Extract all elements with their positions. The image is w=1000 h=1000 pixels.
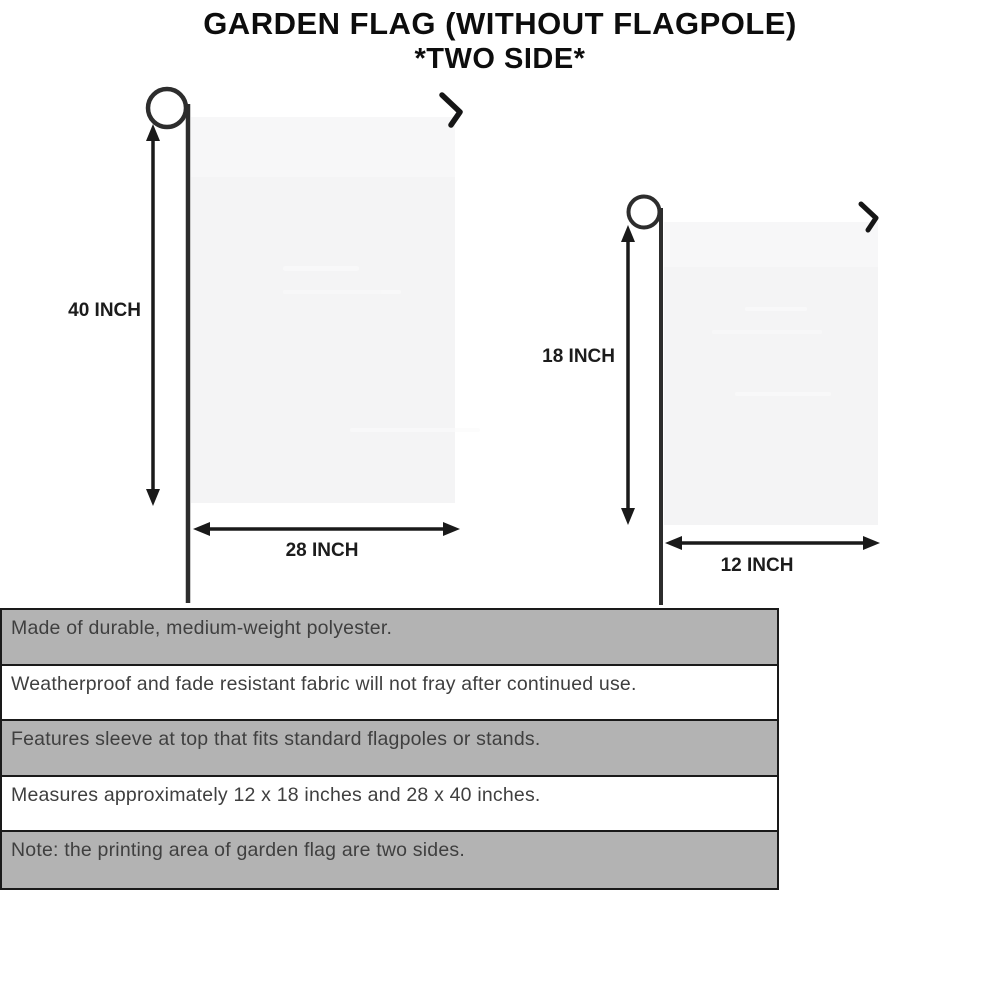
small-flagpole-loop-icon <box>629 197 660 228</box>
small-flag-canvas <box>664 222 878 525</box>
spec-row-text: Made of durable, medium-weight polyester. <box>11 617 393 639</box>
small-width-label: 12 INCH <box>720 555 794 576</box>
large-height-arrow <box>146 124 160 506</box>
spec-row-text: Features sleeve at top that fits standard flagpoles or stands. <box>11 728 541 750</box>
small-height-label: 18 INCH <box>542 346 615 367</box>
spec-row <box>2 832 777 888</box>
spec-table <box>0 608 779 890</box>
small-height-arrow <box>621 225 635 525</box>
spec-row-text: Weatherproof and fade resistant fabric will not fray after continued use. <box>11 672 637 695</box>
large-height-label: 40 INCH <box>68 300 141 321</box>
large-flagpole-loop-icon <box>148 89 186 127</box>
large-width-label: 28 INCH <box>285 540 359 561</box>
spec-row <box>2 666 777 722</box>
large-flag-group <box>68 89 480 603</box>
spec-row <box>2 610 777 666</box>
spec-row <box>2 721 777 777</box>
spec-row-text: Note: the printing area of garden flag are two sides. <box>11 839 465 861</box>
spec-row <box>2 777 777 833</box>
title-line-2: *TWO SIDE* <box>414 43 586 75</box>
large-width-arrow <box>193 522 460 536</box>
spec-row-text: Measures approximately 12 x 18 inches and 28 x 40 inches. <box>11 783 541 806</box>
large-flag-sleeve <box>191 117 455 177</box>
small-flag-sleeve <box>664 222 878 267</box>
small-width-arrow <box>665 536 880 550</box>
title-line-1: GARDEN FLAG (WITHOUT FLAGPOLE) <box>203 6 797 41</box>
small-flag-group <box>542 197 880 606</box>
